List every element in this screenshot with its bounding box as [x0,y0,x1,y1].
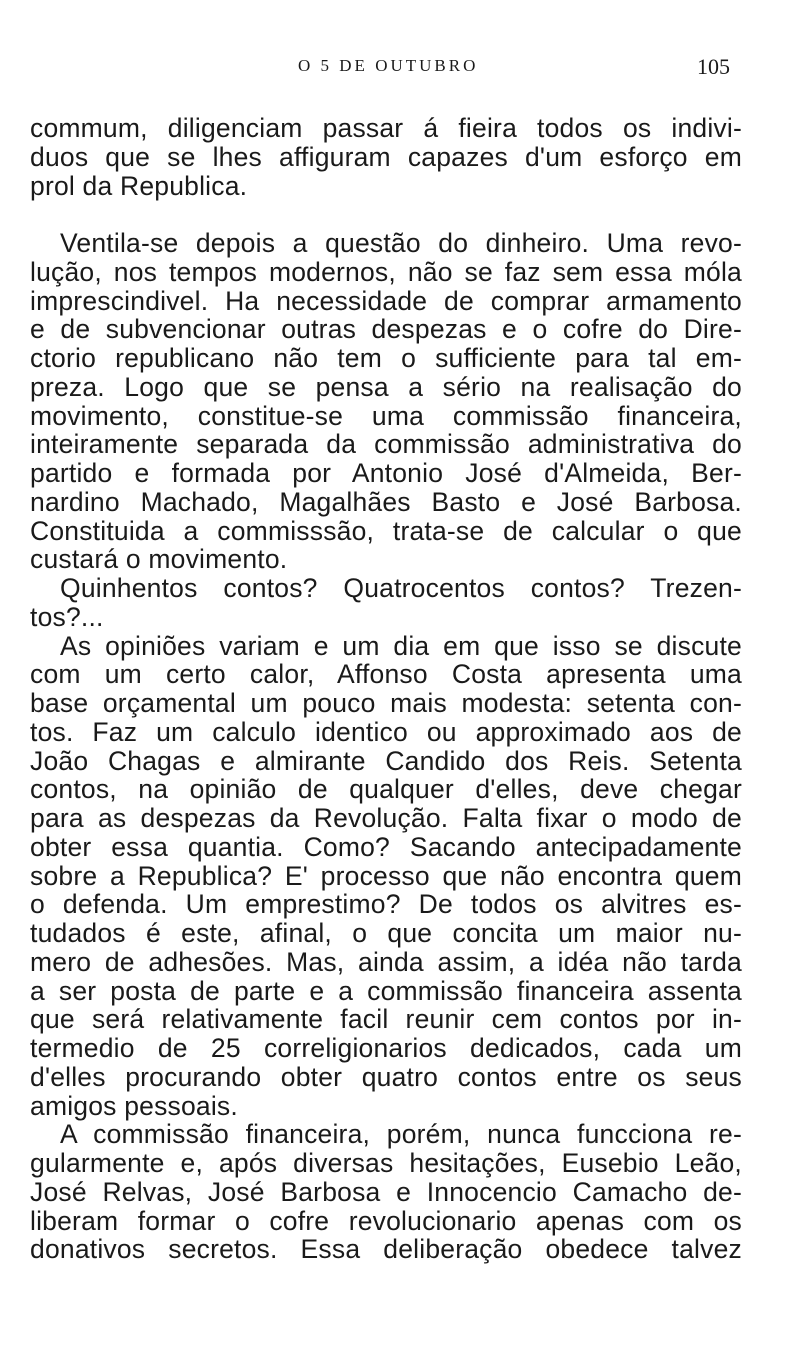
text-line: o defenda. Um emprestimo? De todos os alvitres es- [30,889,742,920]
text-line: donativos secretos. Essa deliberação obedece talvez [30,1234,742,1265]
text-line: custará o movimento. [30,544,288,575]
text-line: prol da Republica. [30,170,248,201]
text-line: tos?... [30,601,104,632]
text-line: termedio de 25 correligionarios dedicados, cada um [30,1033,742,1063]
text-line: que será relativamente facil reunir cem contos por in- [30,1004,742,1035]
text-line: amigos pessoais. [30,1090,238,1121]
text-line: Constituida a commisssão, trata-se de calcular o que [30,515,742,546]
text-line: partido e formada por Antonio José d'Almeida, Ber- [30,458,742,488]
text-line: movimento, constitue-se uma commissão financeira, [30,400,742,431]
text-line: d'elles procurando obter quatro contos entre os seus [30,1061,742,1092]
text-line: contos, na opinião de qualquer d'elles, deve chegar [30,774,742,805]
text-line: imprescindivel. Ha necessidade de comprar armamento [30,285,742,316]
text-line: lução, nos tempos modernos, não se faz sem essa móla [30,256,742,287]
text-line: inteiramente separada da commissão administrativa do [30,429,742,460]
text-line: ctorio republicano não tem o sufficiente para tal em- [30,343,742,373]
page-number: 105 [697,54,730,79]
text-line: liberam formar o cofre revolucionario apenas com os [30,1205,742,1236]
text-line: A commissão financeira, porém, nunca funcciona re- [60,1119,742,1150]
text-line: nardino Machado, Magalhães Basto e José Barbosa. [30,486,742,517]
text-line: commum, diligenciam passar á fieira todos os indivi- [30,113,742,143]
text-line: Quinhentos contos? Quatrocentos contos? Trezen- [60,573,742,603]
body-text [30,114,742,1264]
text-line: sobre a Republica? E' processo que não encontra quem [30,860,742,891]
text-line: e de subvencionar outras despezas e o cofre do Dire- [30,314,742,345]
text-line: duos que se lhes affiguram capazes d'um esforço em [30,141,742,172]
text-line: tos. Faz um calculo identico ou approximado aos de [30,716,742,747]
text-line: preza. Logo que se pensa a sério na realisação do [30,371,742,402]
text-line: João Chagas e almirante Candido dos Reis. Setenta [30,745,742,776]
text-line: base orçamental um pouco mais modesta: setenta con- [30,688,742,718]
text-line: obter essa quantia. Como? Sacando antecipadamente [30,831,742,862]
text-line: a ser posta de parte e a commissão financeira assenta [30,975,742,1006]
text-line: tudados é este, afinal, o que concita um maior nu- [30,918,742,948]
text-line: mero de adhesões. Mas, ainda assim, a idéa não tarda [30,946,742,977]
text-line: para as despezas da Revolução. Falta fixar o modo de [30,803,742,833]
text-line: José Relvas, José Barbosa e Innocencio Camacho de- [30,1176,742,1207]
text-line: As opiniões variam e um dia em que isso se discute [60,630,742,661]
text-line: Ventila-se depois a questão do dinheiro. Uma revo- [60,228,742,258]
text-line: gularmente e, após diversas hesitações, Eusebio Leão, [30,1148,742,1178]
running-head [0,56,800,86]
text-line: com um certo calor, Affonso Costa apresenta uma [30,659,742,690]
running-title: O 5 DE OUTUBRO [298,56,479,75]
text-line [30,200,742,229]
